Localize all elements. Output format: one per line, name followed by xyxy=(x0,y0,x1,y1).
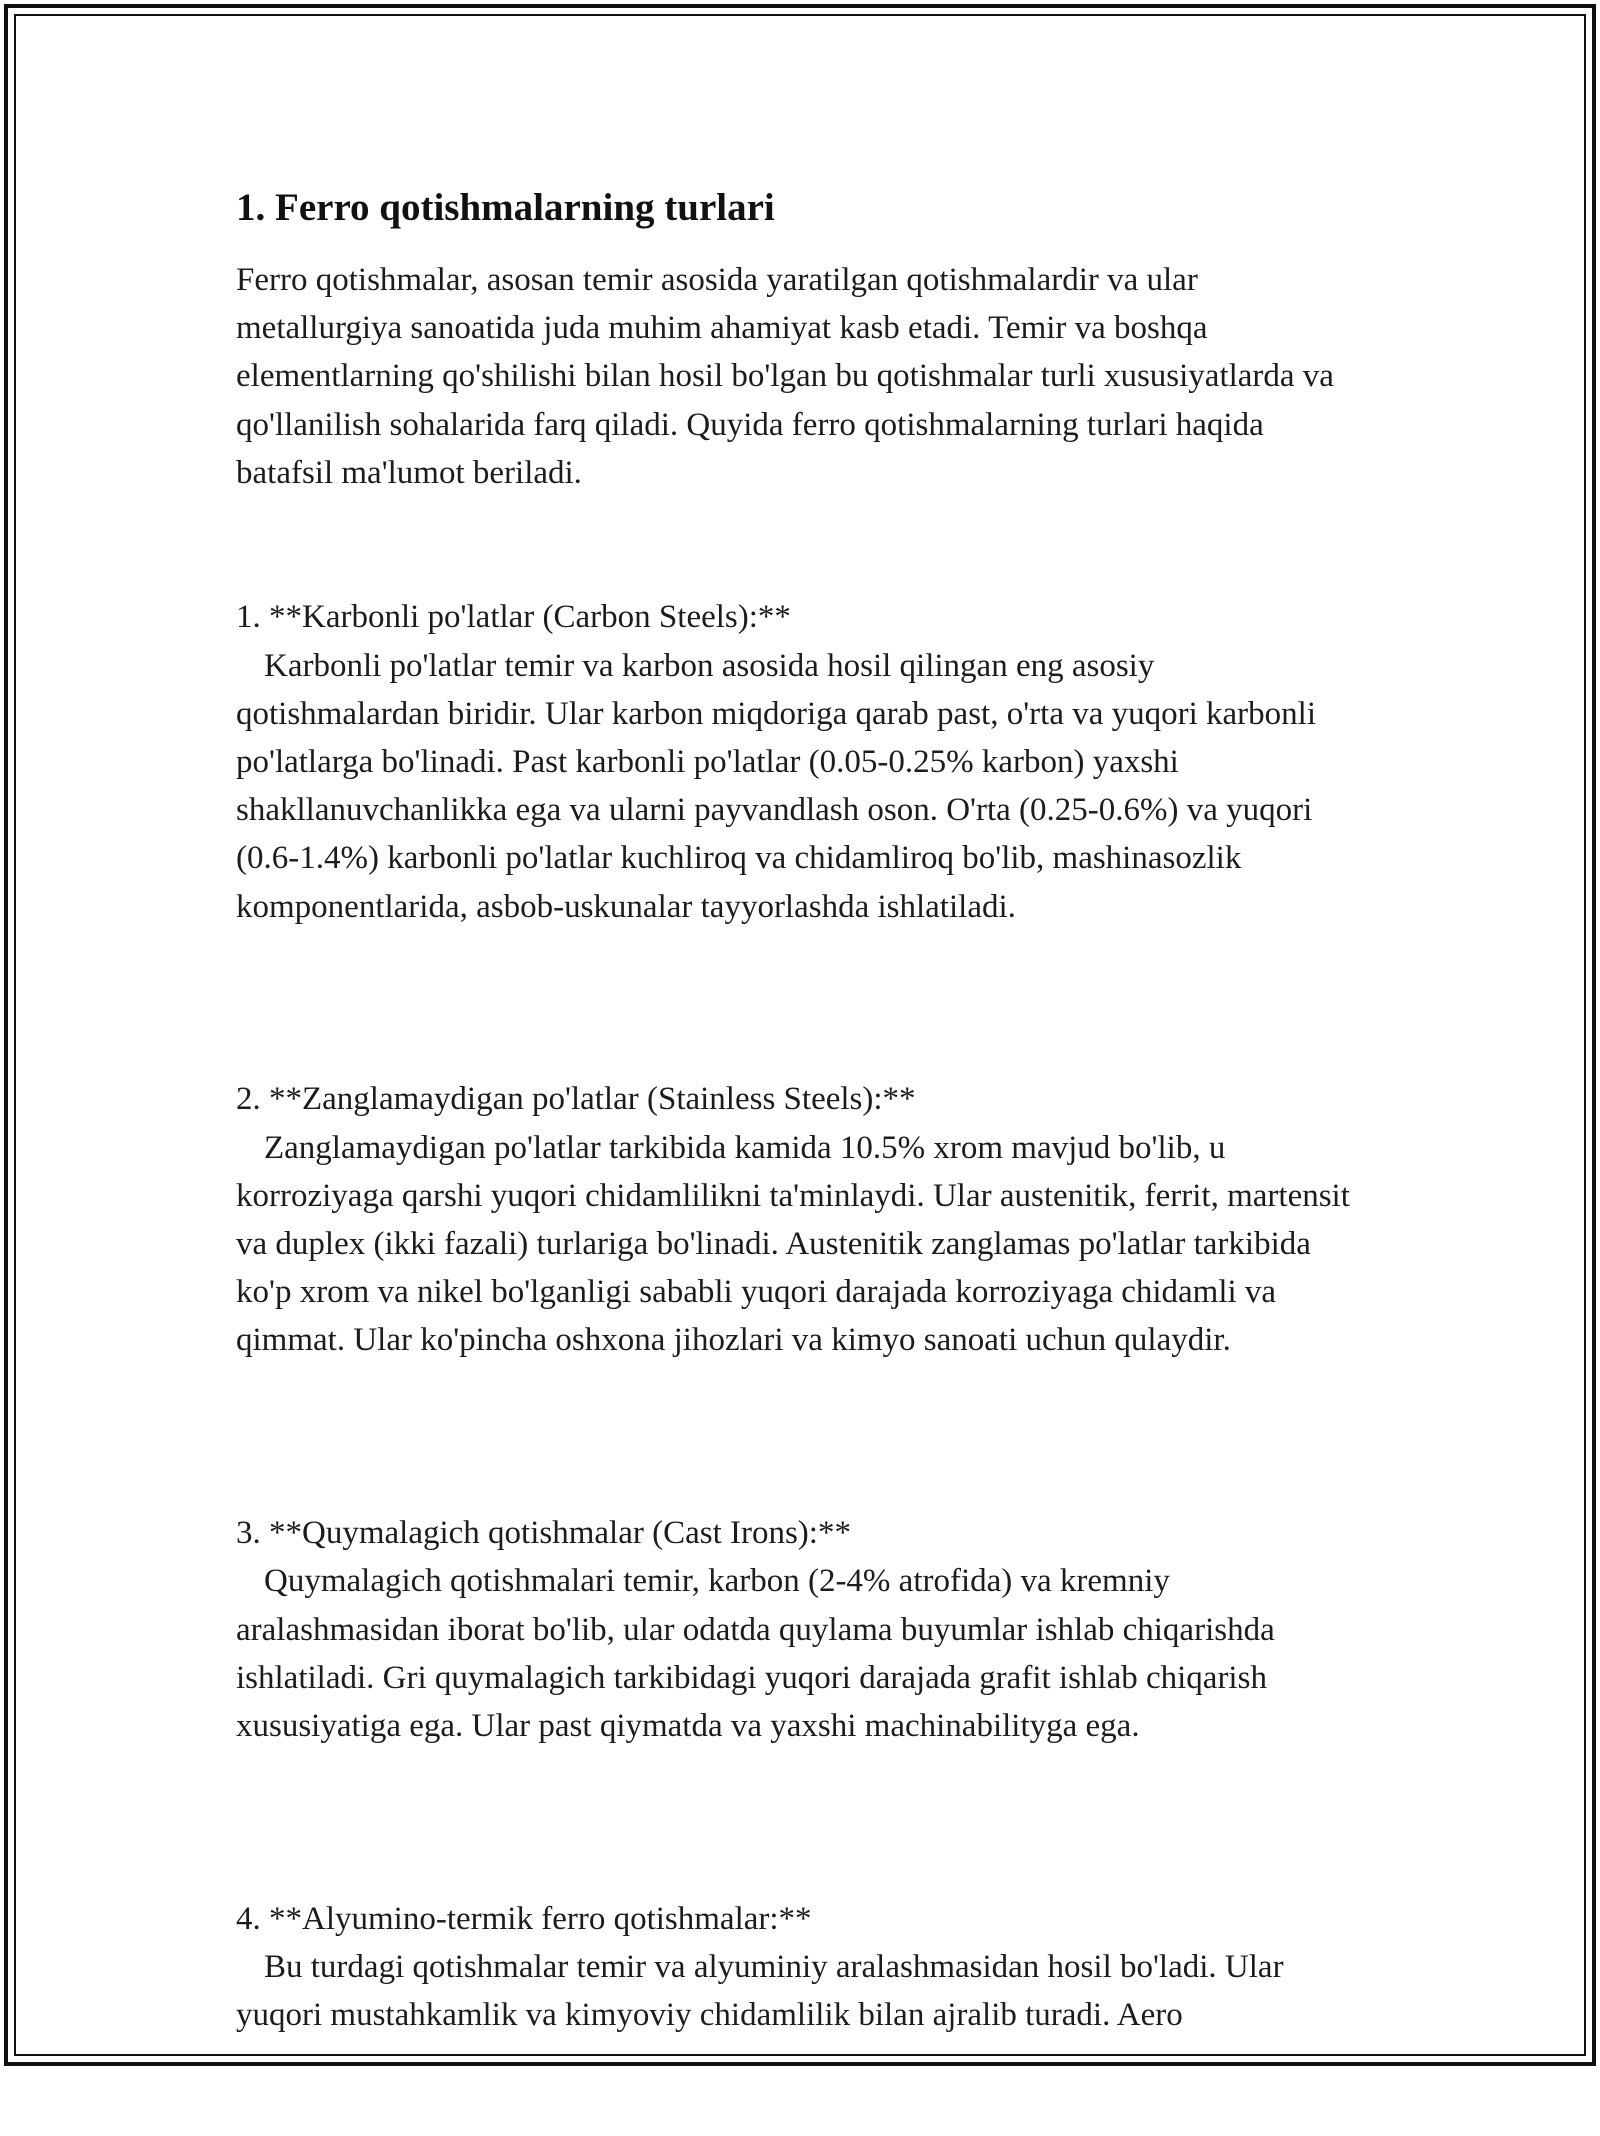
list-item-title: 2. **Zanglamaydigan po'latlar (Stainless Steels):** xyxy=(236,1081,916,1118)
document-body xyxy=(236,184,1366,2136)
list-item-text: Zanglamaydigan po'latlar tarkibida kamida 10.5% xrom mavjud bo'lib, u korroziyaga qarshi yuqori chidamlilikni ta'minlaydi. Ular austenitik, ferrit, martensit va duplex (ikki fazali) turlariga bo'linadi. Austenitik zanglamas po'latlar tarkibida ko'p xrom va nikel bo'lganligi sababli yuqori darajada korroziyaga chidamli va qimmat. Ular ko'pincha oshxona jihozlari va kimyo sanoati uchun qulaydir. xyxy=(236,1129,1350,1359)
section-heading: 1. Ferro qotishmalarning turlari xyxy=(236,186,775,229)
list-item-cast-irons xyxy=(236,1461,1366,1798)
list-item-alumino-thermic xyxy=(236,1847,1366,2088)
list-item-text: Quymalagich qotishmalari temir, karbon (2-4% atrofida) va kremniy aralashmasidan iborat bo'lib, ular odatda quylama buyumlar ishlab chiqarishda ishlatiladi. Gri quymalagich tarkibidagi yuqori darajada grafit ishlab chiqarish xususiyatiga ega. Ular past qiymatda va yaxshi machinabilityga ega. xyxy=(236,1563,1275,1745)
list-item-text: Karbonli po'latlar temir va karbon asosida hosil qilingan eng asosiy qotishmalardan biridir. Ular karbon miqdoriga qarab past, o'rta va yuqori karbonli po'latlarga bo'linadi. Past karbonli po'latlar (0.05-0.25% karbon) yaxshi shakllanuvchanlikka ega va ularni payvandlash oson. O'rta (0.25-0.6%) va yuqori (0.6-1.4%) karbonli po'latlar kuchliroq va chidamliroq bo'lib, mashinasozlik komponentlarida, asbob-uskunalar tayyorlashda ishlatiladi. xyxy=(236,647,1316,925)
list-item-carbon-steels xyxy=(236,545,1366,979)
intro-paragraph: Ferro qotishmalar, asosan temir asosida yaratilgan qotishmalardir va ular metallurgiya sanoatida juda muhim ahamiyat kasb etadi. Temir va boshqa elementlarning qo'shilishi bilan hosil bo'lgan bu qotishmalar turli xususiyatlarda va qo'llanilish sohalarida farq qiladi. Quyida ferro qotishmalarning turlari haqida batafsil ma'lumot beriladi. xyxy=(236,262,1334,491)
list-item-stainless-steels xyxy=(236,1027,1366,1413)
list-item-title: 1. **Karbonli po'latlar (Carbon Steels):** xyxy=(236,599,791,636)
list-item-title: 4. **Alyumino-termik ferro qotishmalar:** xyxy=(236,1900,812,1937)
list-item-text: Bu turdagi qotishmalar temir va alyuminiy aralashmasidan hosil bo'ladi. Ular yuqori mustahkamlik va kimyoviy chidamlilik bilan ajralib turadi. Aero xyxy=(236,1949,1284,2034)
list-item-title: 3. **Quymalagich qotishmalar (Cast Irons):** xyxy=(236,1515,851,1552)
